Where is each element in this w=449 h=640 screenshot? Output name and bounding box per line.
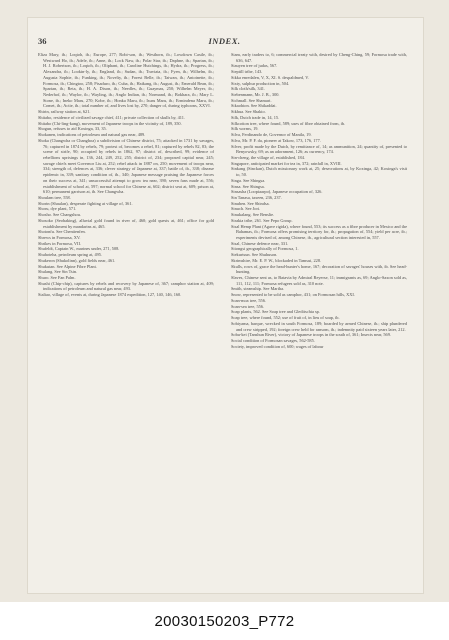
index-entry: Sinukalang. See Benslie. xyxy=(231,212,275,218)
index-entry: Society, improved condition of, 600; wages of labour xyxy=(231,343,324,349)
index-entry: Soan-sea tree, 556. xyxy=(231,303,265,309)
index-entry: Shosoko (Seobaking), alluvial gold found in river of, 460; gold quests at, 461; office for gold establishment by mandarins at, 465. xyxy=(38,217,214,229)
index-entry: Sikaohion. See Shikaddai. xyxy=(231,103,277,109)
index-entry: Silk, Dutch trade in, 14, 15. xyxy=(231,114,280,120)
index-entry: Shuhoteha, petroleum spring at, 495. xyxy=(38,252,103,258)
index-entry: Shushi (Chip-chip), captures by rebels and recovery by Japanese of, 367; camphor station at, 409; indications of petroleum and natural gas near, 493. xyxy=(38,280,214,292)
index-entry: Sinkang (Sinckan), Dutch missionary work at, 25; desecrations at, by Koxinga, 42; Koxinga's visit to, 50. xyxy=(231,166,407,178)
index-entry: Eliza Mary, ib.; Loqtoh, ib.; Europe, 277; Robi-son, ib.; Westhorn, ib.; Lowdown Castle, ib.; Westward Ho, ib.; Adele, ib.; Anne, ib.; Lock Naw, ib.; Polar Star, ib.; Daphne, ib.; Spartan, ib.; H. J. Robertson, ib.; Loqtoh, ib.; Oliphant, ib.; Caroline Hutchings, ib.; Hydra, ib.; Progress, ib.; Alexandra, ib.; Lookin-ly, ib.; England, ib.; Sudan, ib.; Traviata, ib.; Fyen, ib.; Wilhelm, ib.; Augusta Sophie, ib.; Funking, ib.; Novelty, ib.; Forest Belle, ib.; Taiwan, ib.; Antoinette, ib.; Formosa, ib.; Chingtoo, 258; Pisaduro, ib.; Cuba, ib.; Haikang, ib.; August, ib.; Emerald Bean, ib.; Spartan, ib.; Reta, ib.; H. A. Dixon, ib.; Needles, ib.; Guaymas, 250; Wilhelm Meyer, ib.; Nederhof, ib.; Waylor, ib.; Wayling, ib.; Anglo Indian, ib.; Normand, ib.; Bokhara, ib.; Mary L. Stone, ib.; Ineko Maru, 270; Kobe, ib.; Honka Maru, ib.; Isuru Maru, ib.; Ermindena Maru, ib.; Comet, ib.; Actie, ib.; total number of, and lives lost by, 270; danger of, during typhoons, XXVI. xyxy=(38,52,214,109)
index-entry: Soan-moa tree, 556. xyxy=(231,297,266,303)
index-entry: Shotonfu. See Chentienfen. xyxy=(38,229,86,235)
index-entry: Shogun, refuses to aid Koxinga, 33, 35. xyxy=(38,126,107,132)
index-entry: Sobu-kei (Tanshun River), victory of Japanese troops in the south of, 361; Insects near, 569. xyxy=(231,332,391,338)
page-number: 36 xyxy=(38,36,47,46)
index-entry: Sialiao, village of, events at, during Japanese 1874 expedition, 127, 140, 146, 160. xyxy=(38,292,182,298)
index-entry: Sitongsi geographically of Formosa, 1. xyxy=(231,246,299,252)
index-entry: Sikhua. See Shakio. xyxy=(231,109,266,115)
index-entry: Silk cloth/silk, 341. xyxy=(231,86,266,92)
index-entry: Sisal Hemp Plant (Agave rigida), where found, 553; its success as a fibre producer in Mexico and the Bahamas, ib.; Formosa offers promising territory for, ib.; propagation of, 554; yield per acre, ib.; experiments devised of, among Chinese, ib., agricultural section interested in, 557. xyxy=(231,223,407,240)
index-entry: Sieptill tribe, 143. xyxy=(231,69,263,75)
index-entry: Shokanen, indications of petroleum and natural gas near, 489. xyxy=(38,132,146,138)
index-entry: Shukeron (Shukolinn), gold fields near, 461. xyxy=(38,257,116,263)
index-column-left xyxy=(38,52,214,298)
index-entry: Siam, early traders to, 6; commercial treaty with, desired by Cheng-Ching, 59; Formosa trade with, 636, 647. xyxy=(231,52,407,63)
index-entry: Social condition of Formosan savages, 562-585. xyxy=(231,337,315,343)
index-entry: Sin-cheng, the village of, established, 184. xyxy=(231,154,305,160)
index-entry: Sinsa. See Shingsa. xyxy=(231,183,265,189)
index-entry: Silkcotton tree, where found, 589; uses of fibre obtained from, ib. xyxy=(231,120,346,126)
index-entry: Silk worms, 19. xyxy=(231,126,259,132)
index-entry: Sobiyama, barque, wrecked in south Formosa, 189; boarded by armed Chinese, ib.; ship plundered and crew stripped, 192; foreign crew held for ransom, ib.; indemnity paid sixteen years later, 212. xyxy=(231,320,407,332)
index-entry: Sichmall. See Shamari. xyxy=(231,97,272,103)
index-entry: Shosho. See Changshou. xyxy=(38,212,81,218)
index-entry: Shrikes in Formosa, VII. xyxy=(38,240,81,246)
index-entry: Silva, Mr. P. F. da, pioneer at Takow, 173, 176, 177. xyxy=(231,137,321,143)
index-entry: Singa. See Shingsa. xyxy=(231,177,266,183)
page-header xyxy=(38,36,411,50)
index-entry: Soap plants, 562. See Soap tree and Gleditschia sp. xyxy=(231,309,320,315)
index-entry: Shuro. See Fan Palm. xyxy=(38,275,76,281)
index-entry: Shitabo, residence of civilized savage chief, 411; private collection of skulls by, 411. xyxy=(38,114,186,120)
index-entry: Siekurtsun. See Shuhuson. xyxy=(231,252,278,258)
index-column-right xyxy=(231,52,407,349)
index-entry: Shitabo (Chi-ling-kang), movement of Japanese troops in the vicinity of, 189, 350. xyxy=(38,120,182,126)
index-entry: Sirakia tribe, 261. See Pepo Group. xyxy=(231,217,293,223)
image-caption: 20030150203_P772 xyxy=(154,613,295,630)
index-entry: Shirin, railway station at, 621. xyxy=(38,109,91,115)
page-title: INDEX. xyxy=(208,36,241,46)
index-entry: Shulang. See Sin Tsin. xyxy=(38,269,78,275)
index-entry: Shukutan. See Alpine Fibre Plant. xyxy=(38,263,97,269)
index-entry: Slaves, Chinese sent as, to Batavia by Admiral Reyerse, 11; immigrants as, 69; Anglo-Saxon sold as, 111, 112, 111; Formosa refugees sold as, 310 note. xyxy=(231,275,407,286)
index-entry: Sin Tanasa, taxeen, 236, 237. xyxy=(231,194,282,200)
index-entry: Sisal, Chinese defence near, 331. xyxy=(231,240,289,246)
index-entry: Sinuch. See Jori. xyxy=(231,206,261,212)
index-entry: Sikka enredalen, V, X, XI. S. despaldmed, V. xyxy=(231,74,309,80)
index-entry: Sinsasha (Loopiaarpo), Japanese occupation of, 326. xyxy=(231,189,323,195)
index-entry: Shrews in Formosa, XV. xyxy=(38,235,81,240)
index-entry: Snow, represented to be sold as camphor, 431; on Formosan hills, XXI. xyxy=(231,292,355,298)
index-entry: Smith, steamship. See Martha. xyxy=(231,286,285,292)
index-entry: Sixty, sulphur production in, 504. xyxy=(231,80,290,86)
index-entry: Skulls, rows of, grace the head-hunter's home, 167; decoration of savages' houses with, ib. See head-hunting. xyxy=(231,263,407,275)
index-entry: Shoulam tree, 558. xyxy=(38,194,71,200)
index-entry: Sinuben. See Shindsa. xyxy=(231,200,270,206)
index-entry: Silva, Ferdinando de, Governor of Manila, 19. xyxy=(231,132,312,138)
index-entry: Singapore, anticipated market for tea in, 372; rainfall in, XVIII. xyxy=(231,160,342,166)
index-entry: Shoka (Changwha or Changhoa) a subdivision of Chinese district, 75; attacked in 1731 by savages, 76; captured in 1874 by rebels, 79; protest of, becomes a rebel, 81; captured by rebels 82, 83; the scene of strife, 90; occupied by rebels in 1862, 97; district of, described, 99; evidence of rebellions uprisings in, 136, 244, 249, 252, 255; district of, 234; proposed capital near, 245; savage chiefs meet Governor Liu at, 252; rebel attack in 1887 on, 250; movement of troops near, 334; strength of, defences at, 336; clever strategy of Japanese at, 337; battle of, ib., 338; disease epidemic in, 339; sanitary condition of, ib., 340; Japanese message praising the Japanese forces on their success at, 341; unsuccessful attempt to grow tea near, 390; seven fans made at, 556; establishment of school at, 597; normal school for Chinese at, 602; district seat at, 609; prison at, 610; permanent garrison at, ib. See Changwha. xyxy=(38,137,214,195)
book-page xyxy=(28,18,423,593)
index-entry: Soap tree, where found, 552; use of fruit of, in lieu of soap, ib. xyxy=(231,315,340,321)
index-entry: Shufeldt, Captain W., marines under, 271, 508. xyxy=(38,246,120,252)
index-entry: Siebenmann, Mr. J. B., 300. xyxy=(231,92,280,98)
index-entry: Skrimshire, Mr. E. P. W., blockaded in Tamsui, 228. xyxy=(231,257,322,263)
index-entry: Shorin (Shaulan), desperate fighting at village of, 361. xyxy=(38,200,133,206)
index-entry: Shoru, dye plant, 571. xyxy=(38,206,77,212)
index-entry: Silver, profit made by the Dutch, by remittance of, 14; as ammunition, 24; quantity of, presented to Benyowsky, 69; as an adornment, 126; as currency, 174. xyxy=(231,143,407,155)
index-entry: Siauyen tree of judas, 567. xyxy=(231,63,278,69)
